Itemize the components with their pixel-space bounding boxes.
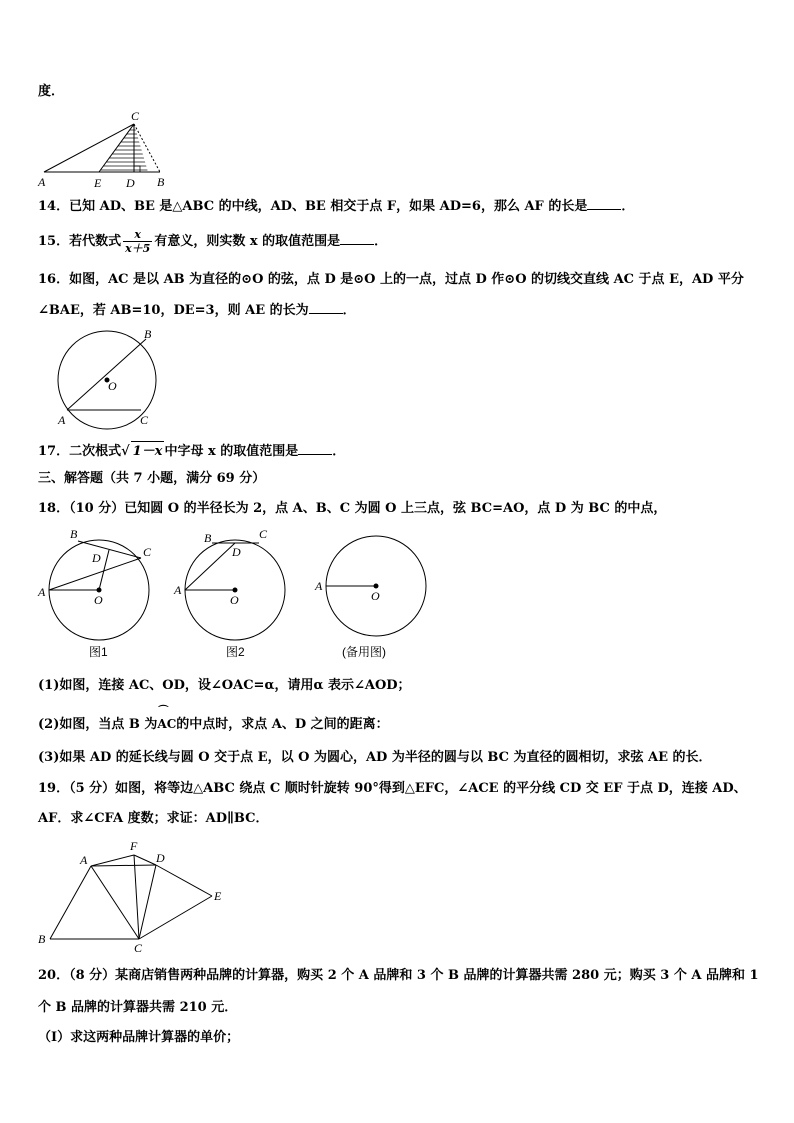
question-19-line1: 19．（5 分）如图，将等边△ABC 绕点 C 顺时针旋转 90°得到△EFC，∠ACE 的平分线 CD 交 EF 于点 D，连接 AD、: [38, 781, 747, 796]
fraction-denominator: x＋5: [125, 242, 151, 255]
question-20-line2: 个 B 品牌的计算器共需 210 元．: [38, 1000, 238, 1015]
question-14-text: 14．已知 AD、BE 是△ABC 的中线，AD、BE 相交于点 F，如果 AD=6，那么 AF 的长是: [38, 199, 588, 214]
fraction: [123, 228, 152, 255]
label-C: C: [143, 545, 152, 559]
question-19-line2: AF．求∠CFA 度数；求证：AD∥BC．: [38, 811, 269, 826]
question-16-line1: 16．如图，AC 是以 AB 为直径的⊙O 的弦，点 D 是⊙O 上的一点，过点 D 作⊙O 的切线交直线 AC 于点 E，AD 平分: [38, 272, 744, 287]
label-A: A: [38, 585, 46, 599]
radicand: 1－x: [131, 441, 165, 462]
label-B: B: [204, 531, 212, 545]
label-B: B: [38, 932, 46, 946]
label-A: A: [38, 175, 46, 189]
question-16-line2: ∠BAE，若 AB=10，DE=3，则 AE 的长为 ．: [38, 303, 356, 318]
caption-backup: (备用图): [342, 645, 386, 659]
figure-q13-triangle: [36, 108, 176, 190]
label-C: C: [134, 941, 143, 955]
question-18-stem: 18．（10 分）已知圆 O 的半径长为 2，点 A、B、C 为圆 O 上三点，弦 BC=AO，点 D 为 BC 的中点，: [38, 501, 667, 516]
label-O: O: [371, 589, 380, 603]
label-E: E: [94, 176, 102, 190]
fraction-numerator: x: [123, 228, 152, 242]
figure-q16-circle: [54, 328, 164, 430]
label-B: B: [157, 175, 165, 189]
question-14: 14．已知 AD、BE 是△ABC 的中线，AD、BE 相交于点 F，如果 AD=6，那么 AF 的长是 ．: [38, 199, 635, 214]
question-15-text-after: 有意义，则实数 x 的取值范围是: [154, 234, 341, 249]
label-B: B: [70, 527, 78, 541]
section-heading: 三、解答题（共 7 小题，满分 69 分）: [38, 471, 266, 486]
label-O: O: [230, 593, 239, 607]
label-D: D: [232, 545, 241, 559]
question-15: 15．若代数式 $\frac{x}{x+5}$ 有意义，则实数 x 的取值范围是 ．: [38, 228, 388, 255]
question-17-text-before: 17．二次根式: [38, 444, 122, 459]
question-18-part3: (3)如果 AD 的延长线与圆 O 交于点 E，以 O 为圆心，AD 为半径的圆与以 BC 为直径的圆相切，求弦 AE 的长．: [38, 750, 712, 765]
part2-text-before: (2)如图，当点 B 为: [38, 717, 158, 732]
caption-fig1: 图1: [89, 645, 108, 659]
question-18-part2: [38, 710, 756, 735]
label-D: D: [92, 551, 101, 565]
label-F: F: [130, 839, 138, 853]
label-D: D: [126, 176, 135, 190]
label-C: C: [140, 413, 149, 427]
label-O: O: [108, 379, 117, 393]
question-17: 17．二次根式√ 1－x 中字母 x 的取值范围是 ．: [38, 441, 756, 462]
label-A: A: [80, 853, 88, 867]
question-16-text: ∠BAE，若 AB=10，DE=3，则 AE 的长为: [38, 303, 309, 318]
figure-q19: [36, 838, 236, 956]
label-A: A: [58, 413, 66, 427]
label-C: C: [131, 109, 140, 123]
figure-q18-2: [172, 528, 302, 646]
arc-AC: ⌒ AC: [157, 710, 176, 734]
caption-fig2: 图2: [226, 645, 245, 659]
label-A: A: [315, 579, 323, 593]
question-20-line1: 20．（8 分）某商店销售两种品牌的计算器，购买 2 个 A 品牌和 3 个 B 品牌的计算器共需 280 元；购买 3 个 A 品牌和 1: [38, 968, 759, 983]
figure-q18-1: [36, 528, 166, 646]
question-20-part1: （Ⅰ）求这两种品牌计算器的单价；: [38, 1030, 240, 1045]
figure-q18-backup: [313, 528, 443, 646]
question-17-text-after: 中字母 x 的取值范围是: [164, 444, 299, 459]
label-A: A: [174, 583, 182, 597]
part2-text-after: 的中点时，求点 A、D 之间的距离：: [176, 717, 389, 732]
question-15-text-before: 15．若代数式: [38, 234, 122, 249]
label-D: D: [156, 851, 165, 865]
question-13-tail: 度．: [38, 84, 65, 99]
label-E: E: [214, 889, 222, 903]
label-C: C: [259, 527, 268, 541]
label-B: B: [144, 327, 152, 341]
label-O: O: [94, 593, 103, 607]
question-18-part1: (1)如图，连接 AC、OD，设∠OAC=α，请用α 表示∠AOD；: [38, 678, 411, 693]
